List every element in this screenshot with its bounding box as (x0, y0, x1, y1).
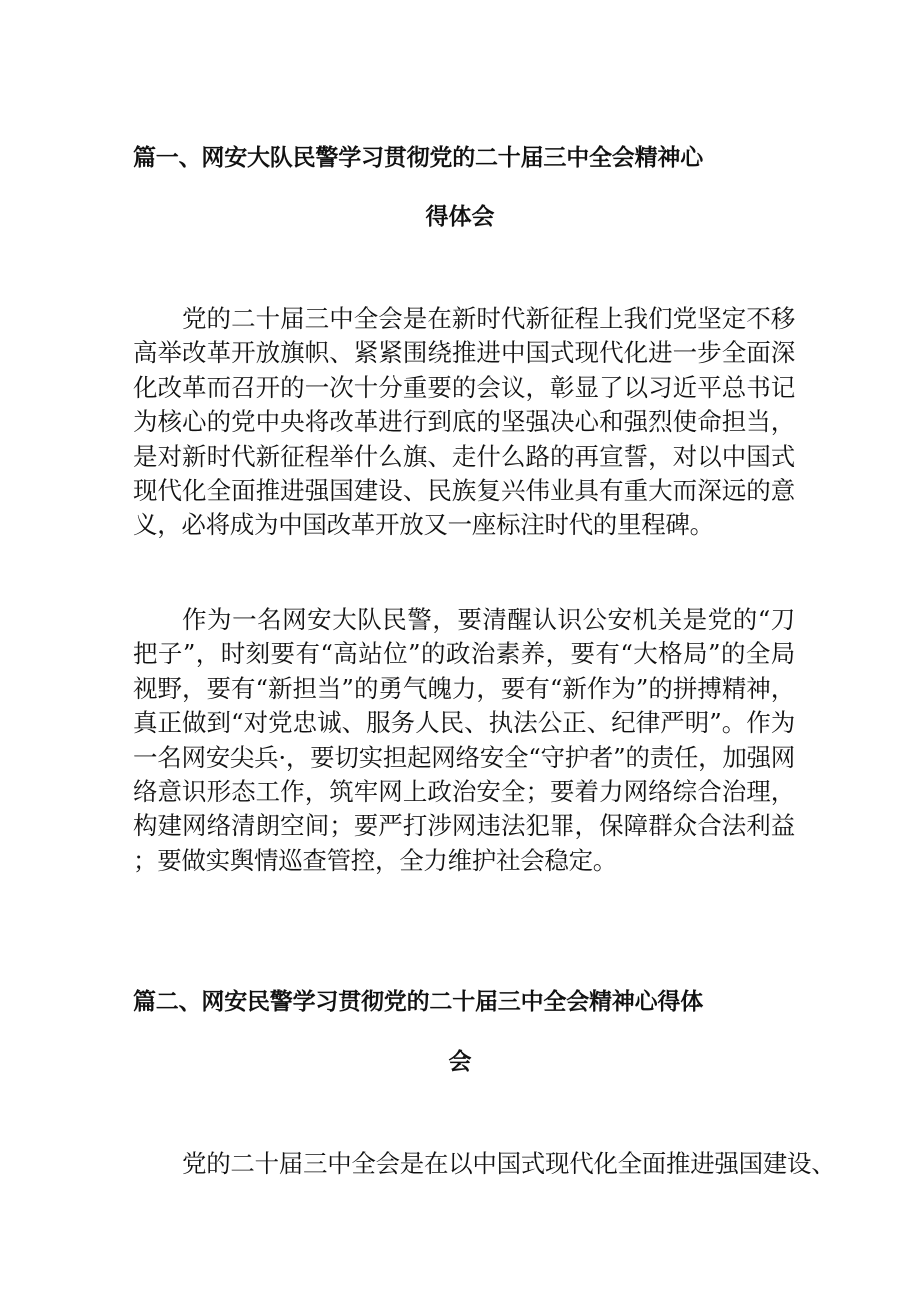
section-1-title-line1: 篇一、网安大队民警学习贯彻党的二十届三中全会精神心 (133, 145, 704, 171)
section-1-paragraph-2: 作为一名网安大队民警，要清醒认识公安机关是党的“刀把子”，时刻要有“高站位”的政治素养，要有“大格局”的全局视野，要有“新担当”的勇气魄力，要有“新作为”的拼搏精神，真正做到“对党忠诚、服务人民、执法公正、纪律严明”。作为一名网安尖兵·，要切实担起网络安全“守护者”的责任，加强网络意识形态工作，筑牢网上政治安全；要着力网络综合治理，构建网络清朗空间；要严打涉网违法犯罪，保障群众合法利益；要做实舆情巡查管控，全力维护社会稳定。 (133, 605, 795, 875)
section-1-paragraph-1: 党的二十届三中全会是在新时代新征程上我们党坚定不移高举改革开放旗帜、紧紧围绕推进中国式现代化进一步全面深化改革而召开的一次十分重要的会议，彰显了以习近平总书记为核心的党中央将改革进行到底的坚强决心和强烈使命担当，是对新时代新征程举什么旗、走什么路的再宣誓，对以中国式现代化全面推进强国建设、民族复兴伟业具有重大而深远的意义，必将成为中国改革开放又一座标注时代的里程碑。 (133, 304, 795, 540)
section-2-title-line1: 篇二、网安民警学习贯彻党的二十届三中全会精神心得体 (133, 989, 704, 1015)
section-2-title-line2: 会 (448, 1049, 472, 1075)
section-2-paragraph-1: 党的二十届三中全会是在以中国式现代化全面推进强国建设、 (182, 1149, 836, 1178)
section-1-title-line2: 得体会 (425, 204, 495, 230)
